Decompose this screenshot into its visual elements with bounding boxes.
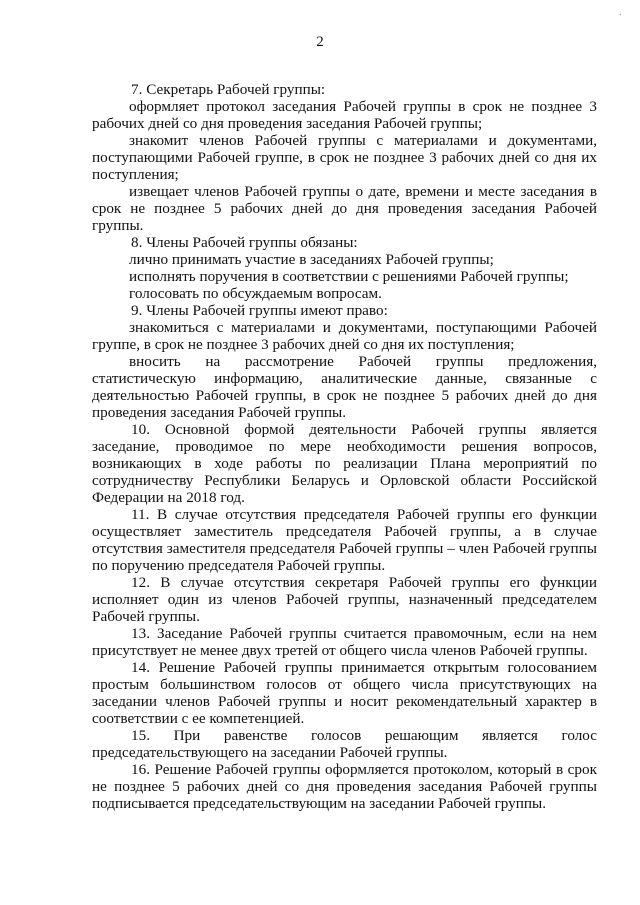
section-11: 11. В случае отсутствия председателя Рабочей группы его функции осуществляет заместитель председателя Рабочей группы, а в случае отсутствия заместителя председателя Рабочей группы – член Рабочей группы по поручению председателя Рабочей группы. [92, 506, 597, 574]
section-16: 16. Решение Рабочей группы оформляется протоколом, который в срок не позднее 5 рабочих дней со дня проведения заседания Рабочей группы подписывается председательствующим на заседании Рабочей группы. [92, 761, 597, 812]
section-10: 10. Основной формой деятельности Рабочей группы является заседание, проводимое по мере необходимости решения вопросов, возникающих в ходе работы по реализации Плана мероприятий по сотрудничеству Республики Беларусь и Орловской области Российской Федерации на 2018 год. [92, 421, 597, 506]
section-7-heading: 7. Секретарь Рабочей группы: [131, 81, 326, 98]
paragraph: знакомиться с материалами и документами, поступающими Рабочей группе, в срок не позднее 3 рабочих дней со дня их поступления; [92, 319, 597, 353]
section-15: 15. При равенстве голосов решающим является голос председательствующего на заседании Рабочей группы. [92, 727, 597, 761]
section-12: 12. В случае отсутствия секретаря Рабочей группы его функции исполняет один из членов Рабочей группы, назначенный председателем Рабочей группы. [92, 574, 597, 625]
paragraph: голосовать по обсуждаемым вопросам. [129, 285, 382, 302]
section-8-heading: 8. Члены Рабочей группы обязаны: [131, 234, 358, 251]
scan-mark: · [618, 10, 622, 21]
paragraph: извещает членов Рабочей группы о дате, времени и месте заседания в срок не позднее 5 рабочих дней до дня проведения заседания Рабочей группы. [92, 183, 597, 234]
paragraph: оформляет протокол заседания Рабочей группы в срок не позднее 3 рабочих дней со дня проведения заседания Рабочей группы; [92, 98, 597, 132]
section-14: 14. Решение Рабочей группы принимается открытым голосованием простым большинством голосов от общего числа присутствующих на заседании членов Рабочей группы и носит рекомендательный характер в соответствии с ее компетенцией. [92, 659, 597, 727]
document-body [92, 81, 597, 812]
paragraph: лично принимать участие в заседаниях Рабочей группы; [129, 251, 494, 268]
section-13: 13. Заседание Рабочей группы считается правомочным, если на нем присутствует не менее двух третей от общего числа членов Рабочей группы. [92, 625, 597, 659]
paragraph: знакомит членов Рабочей группы с материалами и документами, поступающими Рабочей группе, в срок не позднее 3 рабочих дней со дня их поступления; [92, 132, 597, 183]
page-number: 2 [316, 34, 324, 50]
paragraph: исполнять поручения в соответствии с решениями Рабочей группы; [129, 268, 569, 285]
paragraph: вносить на рассмотрение Рабочей группы предложения, статистическую информацию, аналитические данные, связанные с деятельностью Рабочей группы, в срок не позднее 5 рабочих дней до дня проведения заседания Рабочей группы. [92, 353, 597, 421]
section-9-heading: 9. Члены Рабочей группы имеют право: [131, 302, 388, 319]
